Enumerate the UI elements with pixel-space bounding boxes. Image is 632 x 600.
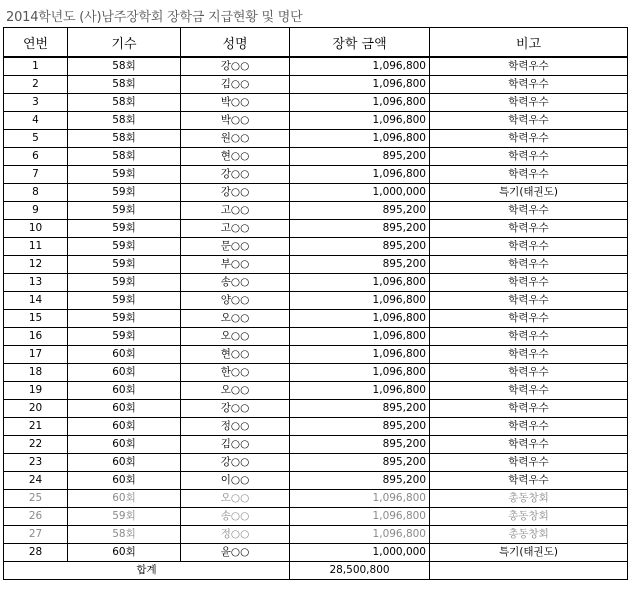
cell-amount: 1,000,000 [290, 544, 430, 562]
cell-note: 학력우수 [430, 220, 628, 238]
cell-index: 25 [4, 490, 68, 508]
cell-amount: 1,096,800 [290, 526, 430, 544]
cell-name: 송○○ [181, 508, 290, 526]
cell-name: 강○○ [181, 57, 290, 76]
cell-note: 학력우수 [430, 148, 628, 166]
cell-index: 2 [4, 76, 68, 94]
cell-note: 학력우수 [430, 76, 628, 94]
cell-name: 강○○ [181, 454, 290, 472]
table-row [4, 238, 628, 256]
cell-amount: 1,096,800 [290, 490, 430, 508]
header-amount: 장학 금액 [290, 28, 430, 58]
table-row [4, 256, 628, 274]
cell-grade: 60회 [68, 436, 181, 454]
table-row [4, 130, 628, 148]
cell-note: 학력우수 [430, 382, 628, 400]
cell-index: 7 [4, 166, 68, 184]
cell-note: 학력우수 [430, 454, 628, 472]
cell-amount: 1,096,800 [290, 328, 430, 346]
cell-amount: 1,096,800 [290, 94, 430, 112]
cell-index: 27 [4, 526, 68, 544]
table-row [4, 94, 628, 112]
cell-amount: 1,096,800 [290, 57, 430, 76]
table-row [4, 310, 628, 328]
cell-name: 문○○ [181, 238, 290, 256]
cell-index: 10 [4, 220, 68, 238]
table-row [4, 418, 628, 436]
cell-amount: 1,096,800 [290, 364, 430, 382]
cell-name: 오○○ [181, 490, 290, 508]
cell-index: 11 [4, 238, 68, 256]
cell-note: 학력우수 [430, 202, 628, 220]
cell-note: 학력우수 [430, 310, 628, 328]
cell-grade: 59회 [68, 238, 181, 256]
cell-note: 총동창회 [430, 490, 628, 508]
cell-name: 김○○ [181, 436, 290, 454]
cell-grade: 60회 [68, 346, 181, 364]
cell-grade: 59회 [68, 202, 181, 220]
cell-index: 20 [4, 400, 68, 418]
cell-grade: 59회 [68, 220, 181, 238]
table-row [4, 274, 628, 292]
cell-grade: 60회 [68, 364, 181, 382]
cell-note: 학력우수 [430, 256, 628, 274]
cell-index: 5 [4, 130, 68, 148]
table-row [4, 292, 628, 310]
cell-index: 19 [4, 382, 68, 400]
cell-amount: 895,200 [290, 238, 430, 256]
cell-index: 9 [4, 202, 68, 220]
cell-index: 8 [4, 184, 68, 202]
table-row [4, 184, 628, 202]
cell-note: 학력우수 [430, 166, 628, 184]
header-index: 연번 [4, 28, 68, 58]
cell-name: 강○○ [181, 184, 290, 202]
cell-name: 현○○ [181, 346, 290, 364]
cell-index: 6 [4, 148, 68, 166]
total-note-empty [430, 562, 628, 580]
header-name: 성명 [181, 28, 290, 58]
cell-name: 고○○ [181, 220, 290, 238]
cell-index: 21 [4, 418, 68, 436]
cell-index: 16 [4, 328, 68, 346]
cell-grade: 58회 [68, 526, 181, 544]
cell-amount: 895,200 [290, 202, 430, 220]
cell-name: 부○○ [181, 256, 290, 274]
cell-amount: 1,096,800 [290, 508, 430, 526]
cell-amount: 1,096,800 [290, 310, 430, 328]
table-row [4, 112, 628, 130]
cell-index: 23 [4, 454, 68, 472]
header-row [4, 28, 628, 58]
cell-amount: 1,096,800 [290, 382, 430, 400]
cell-note: 총동창회 [430, 526, 628, 544]
cell-index: 22 [4, 436, 68, 454]
cell-grade: 58회 [68, 148, 181, 166]
table-row [4, 346, 628, 364]
cell-index: 26 [4, 508, 68, 526]
cell-grade: 59회 [68, 166, 181, 184]
cell-name: 강○○ [181, 400, 290, 418]
cell-index: 14 [4, 292, 68, 310]
cell-grade: 58회 [68, 76, 181, 94]
cell-note: 총동창회 [430, 508, 628, 526]
cell-note: 학력우수 [430, 400, 628, 418]
cell-amount: 895,200 [290, 148, 430, 166]
cell-note: 학력우수 [430, 57, 628, 76]
cell-grade: 58회 [68, 130, 181, 148]
table-header [4, 28, 628, 58]
cell-name: 한○○ [181, 364, 290, 382]
cell-amount: 895,200 [290, 400, 430, 418]
cell-index: 18 [4, 364, 68, 382]
cell-name: 박○○ [181, 94, 290, 112]
cell-note: 학력우수 [430, 292, 628, 310]
table-row [4, 544, 628, 562]
cell-note: 학력우수 [430, 238, 628, 256]
cell-note: 특기(태권도) [430, 184, 628, 202]
table-row [4, 166, 628, 184]
cell-name: 윤○○ [181, 544, 290, 562]
cell-amount: 1,096,800 [290, 112, 430, 130]
cell-amount: 1,096,800 [290, 346, 430, 364]
cell-name: 현○○ [181, 148, 290, 166]
cell-grade: 60회 [68, 544, 181, 562]
cell-name: 이○○ [181, 472, 290, 490]
table-row [4, 472, 628, 490]
cell-note: 학력우수 [430, 472, 628, 490]
cell-note: 학력우수 [430, 418, 628, 436]
table-row [4, 220, 628, 238]
cell-grade: 59회 [68, 310, 181, 328]
table-row [4, 400, 628, 418]
cell-grade: 60회 [68, 382, 181, 400]
cell-note: 학력우수 [430, 364, 628, 382]
cell-note: 학력우수 [430, 130, 628, 148]
table-footer [4, 562, 628, 580]
cell-grade: 59회 [68, 328, 181, 346]
cell-grade: 59회 [68, 274, 181, 292]
cell-amount: 1,096,800 [290, 166, 430, 184]
cell-grade: 59회 [68, 184, 181, 202]
table-body [4, 57, 628, 562]
cell-grade: 58회 [68, 112, 181, 130]
cell-index: 4 [4, 112, 68, 130]
cell-amount: 1,000,000 [290, 184, 430, 202]
table-row [4, 508, 628, 526]
table-row [4, 454, 628, 472]
cell-amount: 1,096,800 [290, 292, 430, 310]
table-row [4, 436, 628, 454]
cell-index: 3 [4, 94, 68, 112]
cell-note: 학력우수 [430, 346, 628, 364]
cell-amount: 895,200 [290, 454, 430, 472]
cell-name: 오○○ [181, 382, 290, 400]
cell-grade: 60회 [68, 472, 181, 490]
cell-index: 1 [4, 57, 68, 76]
cell-grade: 60회 [68, 400, 181, 418]
cell-index: 17 [4, 346, 68, 364]
cell-name: 오○○ [181, 328, 290, 346]
cell-index: 24 [4, 472, 68, 490]
cell-name: 강○○ [181, 166, 290, 184]
cell-grade: 59회 [68, 508, 181, 526]
cell-index: 15 [4, 310, 68, 328]
table-row [4, 328, 628, 346]
cell-grade: 58회 [68, 57, 181, 76]
header-note: 비고 [430, 28, 628, 58]
cell-amount: 895,200 [290, 472, 430, 490]
cell-name: 정○○ [181, 526, 290, 544]
cell-amount: 1,096,800 [290, 130, 430, 148]
cell-amount: 895,200 [290, 436, 430, 454]
cell-name: 김○○ [181, 76, 290, 94]
cell-grade: 59회 [68, 292, 181, 310]
cell-grade: 60회 [68, 418, 181, 436]
cell-note: 학력우수 [430, 328, 628, 346]
cell-name: 고○○ [181, 202, 290, 220]
cell-grade: 59회 [68, 256, 181, 274]
cell-index: 28 [4, 544, 68, 562]
table-row [4, 57, 628, 76]
table-row [4, 490, 628, 508]
cell-index: 13 [4, 274, 68, 292]
cell-name: 양○○ [181, 292, 290, 310]
cell-note: 특기(태권도) [430, 544, 628, 562]
total-amount: 28,500,800 [290, 562, 430, 580]
total-label: 합계 [4, 562, 290, 580]
cell-note: 학력우수 [430, 436, 628, 454]
cell-note: 학력우수 [430, 274, 628, 292]
page-title: 2014학년도 (사)남주장학회 장학금 지급현황 및 명단 [6, 10, 303, 25]
header-grade: 기수 [68, 28, 181, 58]
cell-amount: 895,200 [290, 220, 430, 238]
table-row [4, 148, 628, 166]
cell-name: 오○○ [181, 310, 290, 328]
cell-amount: 895,200 [290, 418, 430, 436]
table-row [4, 382, 628, 400]
cell-amount: 1,096,800 [290, 274, 430, 292]
cell-name: 원○○ [181, 130, 290, 148]
cell-grade: 60회 [68, 454, 181, 472]
cell-amount: 895,200 [290, 256, 430, 274]
cell-amount: 1,096,800 [290, 76, 430, 94]
cell-name: 박○○ [181, 112, 290, 130]
table-row [4, 526, 628, 544]
table-row [4, 76, 628, 94]
cell-name: 정○○ [181, 418, 290, 436]
cell-grade: 58회 [68, 94, 181, 112]
cell-note: 학력우수 [430, 112, 628, 130]
cell-note: 학력우수 [430, 94, 628, 112]
total-row [4, 562, 628, 580]
cell-name: 송○○ [181, 274, 290, 292]
cell-grade: 60회 [68, 490, 181, 508]
table-row [4, 364, 628, 382]
table-row [4, 202, 628, 220]
cell-index: 12 [4, 256, 68, 274]
scholarship-table [3, 27, 628, 580]
